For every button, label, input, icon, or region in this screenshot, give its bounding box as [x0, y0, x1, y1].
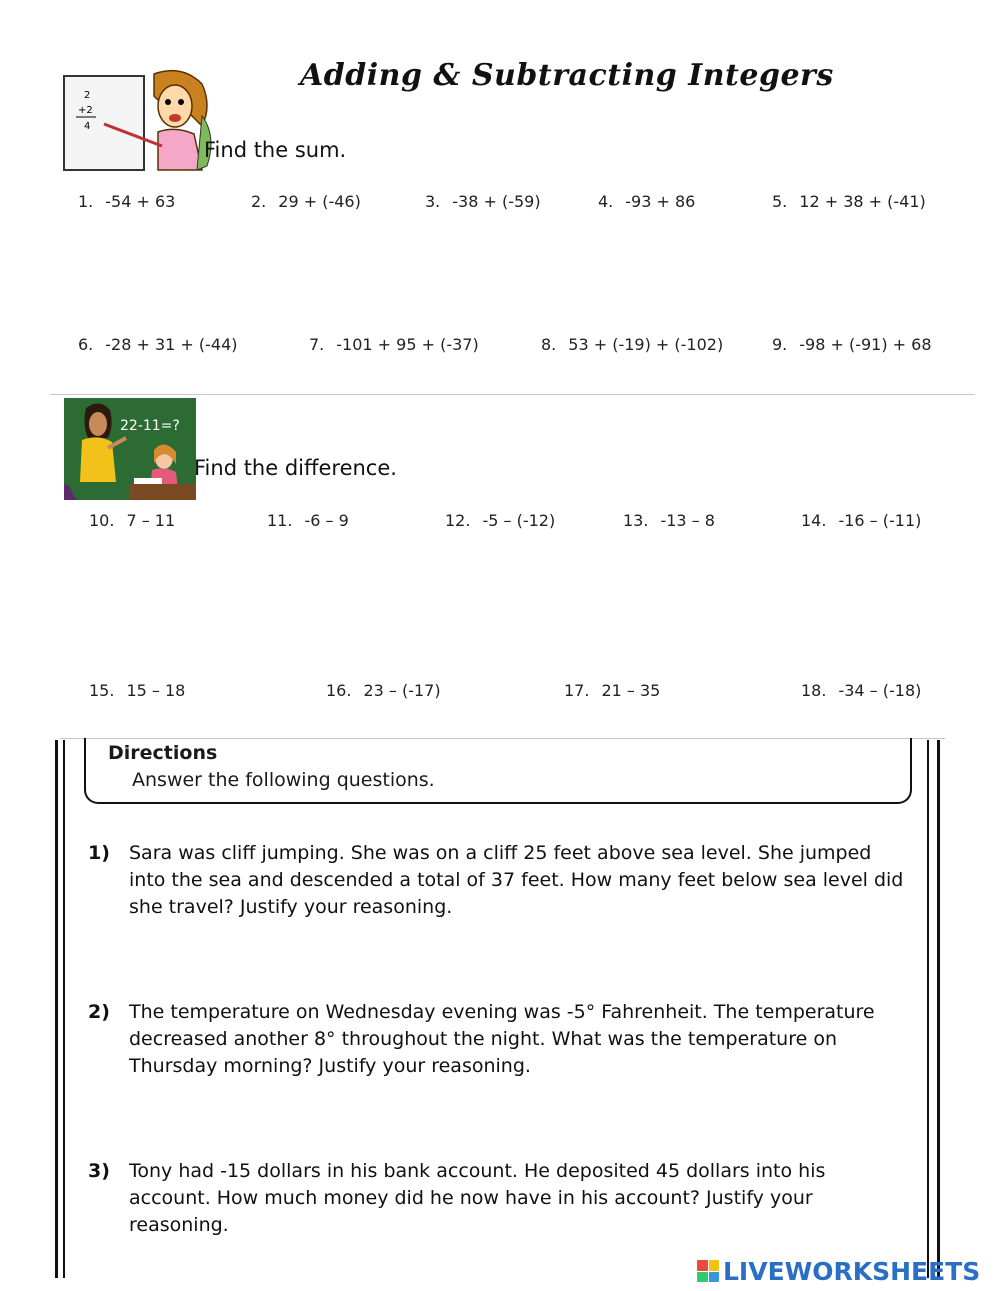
question-text: The temperature on Wednesday evening was -5° Fahrenheit. The temperature decreased another 8° throughout the night. What was the temperature on Thursday morning? Justify your reasoning. — [129, 1001, 875, 1077]
board-line-1: 2 — [84, 90, 91, 101]
section-divider — [50, 394, 975, 395]
problem-18: 18. -34 – (-18) — [801, 681, 922, 700]
problem-11: 11. -6 – 9 — [267, 511, 349, 530]
problem-6: 6. -28 + 31 + (-44) — [78, 335, 238, 354]
problem-17: 17. 21 – 35 — [564, 681, 661, 700]
problem-16: 16. 23 – (-17) — [326, 681, 441, 700]
problem-10: 10. 7 – 11 — [89, 511, 176, 530]
problem-12: 12. -5 – (-12) — [445, 511, 556, 530]
problem-7: 7. -101 + 95 + (-37) — [309, 335, 479, 354]
problem-9: 9. -98 + (-91) + 68 — [772, 335, 932, 354]
whiteboard — [64, 76, 144, 170]
board-line-3: 4 — [84, 121, 91, 132]
problem-5: 5. 12 + 38 + (-41) — [772, 192, 926, 211]
frame-line-left-inner — [63, 740, 65, 1278]
teacher-chalkboard-illustration — [62, 66, 212, 174]
problem-13: 13. -13 – 8 — [623, 511, 715, 530]
problem-1: 1. -54 + 63 — [78, 192, 176, 211]
find-difference-instruction: Find the difference. — [194, 456, 397, 480]
question-text: Tony had -15 dollars in his bank account. He deposited 45 dollars into his account. How much money did he now have in his account? Justify your reasoning. — [129, 1160, 826, 1236]
liveworksheets-logo — [697, 1256, 980, 1286]
question-number: 3) — [88, 1160, 110, 1182]
frame-line-right-inner — [927, 740, 929, 1278]
question-text: Sara was cliff jumping. She was on a cliff 25 feet above sea level. She jumped into the sea and descended a total of 37 feet. How many feet below sea level did she travel? Justify your reasoning. — [129, 842, 904, 918]
problem-3: 3. -38 + (-59) — [425, 192, 541, 211]
word-problem-3 — [88, 1158, 908, 1239]
question-number: 2) — [88, 1001, 110, 1023]
frame-line-right-outer — [937, 740, 940, 1278]
problem-2: 2. 29 + (-46) — [251, 192, 361, 211]
page-title: Adding & Subtracting Integers — [300, 58, 834, 93]
directions-title: Directions — [108, 742, 218, 764]
problem-8: 8. 53 + (-19) + (-102) — [541, 335, 724, 354]
logo-grid-icon — [697, 1260, 719, 1282]
logo-text: LIVEWORKSHEETS — [723, 1256, 981, 1286]
problem-15: 15. 15 – 18 — [89, 681, 186, 700]
teacher-student-illustration — [64, 398, 196, 500]
find-sum-instruction: Find the sum. — [204, 138, 347, 162]
directions-box — [84, 738, 912, 804]
board-line-2: +2 — [78, 105, 93, 116]
word-problem-1 — [88, 840, 908, 921]
question-number: 1) — [88, 842, 110, 864]
board-equation: 22-11=? — [120, 418, 180, 434]
problem-14: 14. -16 – (-11) — [801, 511, 922, 530]
word-problem-2 — [88, 999, 908, 1080]
frame-line-left-outer — [55, 740, 58, 1278]
directions-text: Answer the following questions. — [132, 769, 435, 791]
problem-4: 4. -93 + 86 — [598, 192, 696, 211]
